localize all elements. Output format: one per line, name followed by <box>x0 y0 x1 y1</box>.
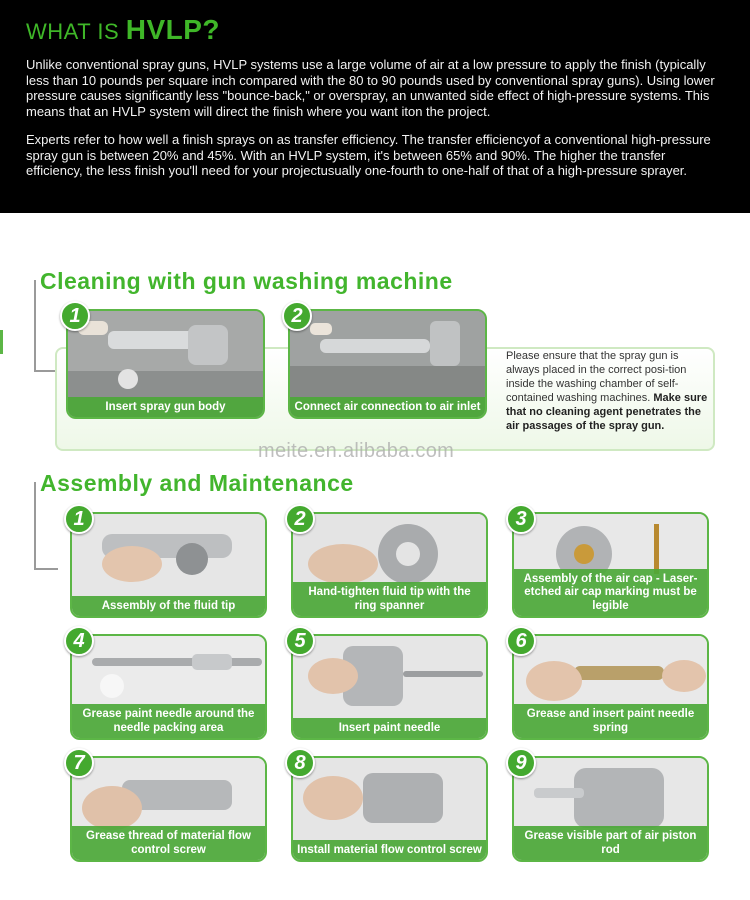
step-number-badge: 2 <box>282 301 312 331</box>
step-number-badge: 4 <box>64 626 94 656</box>
step-number-badge: 1 <box>60 301 90 331</box>
intro-title-prefix: WHAT IS <box>26 19 126 44</box>
assembly-step-card <box>512 756 709 862</box>
step-number-badge: 6 <box>506 626 536 656</box>
step-number-badge: 2 <box>285 504 315 534</box>
step-number-badge: 3 <box>506 504 536 534</box>
assembly-step-caption: Grease thread of material flow control screw <box>72 826 265 860</box>
assembly-step-caption: Grease paint needle around the needle packing area <box>72 704 265 738</box>
assembly-step-caption: Install material flow control screw <box>293 840 486 861</box>
assembly-bracket-foot <box>34 568 58 570</box>
assembly-step-caption: Assembly of the fluid tip <box>72 596 265 617</box>
assembly-step-card <box>70 512 267 618</box>
step-number-badge: 9 <box>506 748 536 778</box>
edge-marker <box>0 330 3 354</box>
intro-paragraph-1: Unlike conventional spray guns, HVLP systems use a large volume of air at a low pressure to apply the finish (typically less than 10 pounds per square inch compared with the 80 to 90 pounds used by conventional spray guns). Using lower pressure causes significantly less "bounce-back," or overspray, an unwanted side effect of high-pressure systems. This means that an HVLP system will direct the finish where you want iton the project. <box>26 57 715 119</box>
intro-title <box>26 14 724 46</box>
cleaning-step-card <box>288 309 487 419</box>
watermark: meite.en.alibaba.com <box>258 440 455 462</box>
assembly-step-caption: Grease and insert paint needle spring <box>514 704 707 738</box>
assembly-step-card <box>291 756 488 862</box>
assembly-step-card <box>512 634 709 740</box>
cleaning-bracket <box>34 280 36 372</box>
assembly-step-card <box>70 756 267 862</box>
assembly-bracket <box>34 482 36 570</box>
intro-paragraph-2: Experts refer to how well a finish sprays on as transfer efficiency. The transfer efficiencyof a conventional high-pressure spray gun is between 20% and 45%. With an HVLP system, it's between 65% and 90%. The higher the transfer efficiency, the less finish you'll need for your projectusually one-fourth to one-half of that of a high-pressure sprayer. <box>26 132 711 178</box>
cleaning-note-warning: Make sure that no cleaning agent penetrates the air passages of the spray gun. <box>506 392 708 432</box>
step-number-badge: 7 <box>64 748 94 778</box>
assembly-step-caption: Assembly of the air cap - Laser-etched air cap marking must be legible <box>514 569 707 617</box>
intro-panel <box>0 0 750 213</box>
assembly-step-caption: Insert paint needle <box>293 718 486 739</box>
cleaning-step-caption: Insert spray gun body <box>68 397 263 418</box>
step-number-badge: 8 <box>285 748 315 778</box>
step-number-badge: 5 <box>285 626 315 656</box>
assembly-step-card <box>291 634 488 740</box>
cleaning-note <box>506 349 710 433</box>
assembly-step-card <box>291 512 488 618</box>
assembly-step-caption: Grease visible part of air piston rod <box>514 826 707 860</box>
assembly-step-caption: Hand-tighten fluid tip with the ring spanner <box>293 582 486 616</box>
cleaning-title: Cleaning with gun washing machine <box>40 268 453 294</box>
cleaning-step-card <box>66 309 265 419</box>
cleaning-note-text: Please ensure that the spray gun is always placed in the correct posi-tion inside the washing chamber of self-contained washing machines. <box>506 350 687 404</box>
step-number-badge: 1 <box>64 504 94 534</box>
cleaning-step-caption: Connect air connection to air inlet <box>290 397 485 418</box>
assembly-step-card <box>512 512 709 618</box>
intro-title-main: HVLP? <box>125 14 221 45</box>
assembly-step-card <box>70 634 267 740</box>
assembly-title: Assembly and Maintenance <box>40 470 354 496</box>
